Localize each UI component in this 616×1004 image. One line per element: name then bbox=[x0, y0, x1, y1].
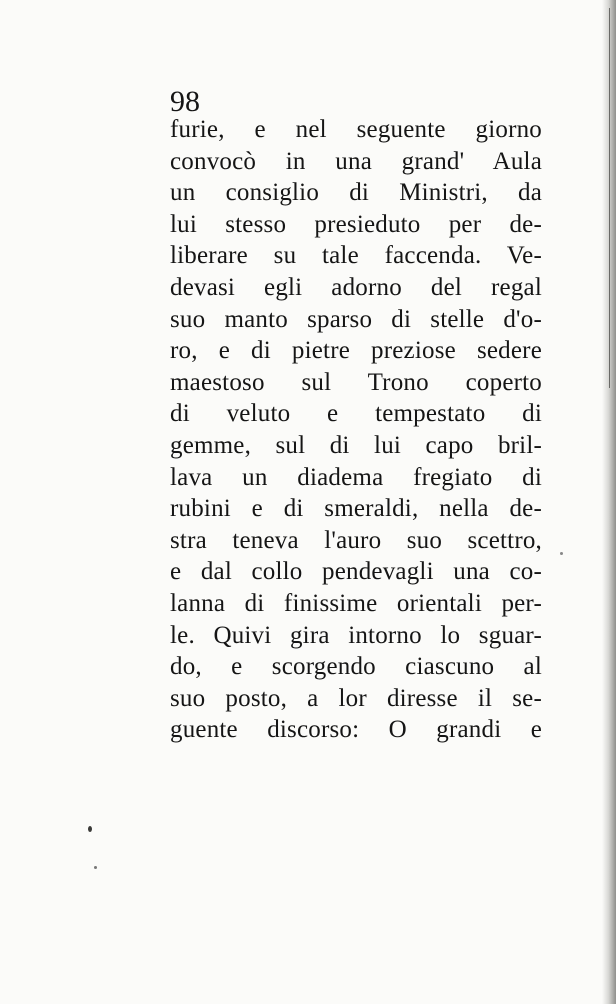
text-line: guente discorso: O grandi e bbox=[170, 716, 542, 744]
text-line: lui stesso presieduto per de- bbox=[170, 210, 542, 238]
text-line: di veluto e tempestato di bbox=[170, 400, 542, 428]
page-edge-line bbox=[609, 8, 610, 388]
scan-speck bbox=[94, 866, 97, 869]
text-line: ro, e di pietre preziose sedere bbox=[170, 337, 542, 365]
text-line: lanna di finissime orientali per- bbox=[170, 589, 542, 617]
page-number: 98 bbox=[170, 85, 200, 118]
text-line: do, e scorgendo ciascuno al bbox=[170, 653, 542, 681]
body-text bbox=[170, 114, 542, 746]
text-line: e dal collo pendevagli una co- bbox=[170, 558, 542, 586]
text-line: rubini e di smeraldi, nella de- bbox=[170, 495, 542, 523]
text-line: furie, e nel seguente giorno bbox=[170, 116, 542, 143]
text-line: le. Quivi gira intorno lo sguar- bbox=[170, 621, 542, 649]
scan-speck bbox=[560, 552, 563, 555]
text-line: stra teneva l'auro suo scettro, bbox=[170, 526, 542, 554]
text-line: gemme, sul di lui capo bril- bbox=[170, 431, 542, 459]
text-line: suo manto sparso di stelle d'o- bbox=[170, 305, 542, 333]
text-line: un consiglio di Ministri, da bbox=[170, 179, 542, 207]
text-line: suo posto, a lor diresse il se- bbox=[170, 684, 542, 712]
scan-speck bbox=[88, 826, 92, 832]
text-line: lava un diadema fregiato di bbox=[170, 463, 542, 491]
text-line: liberare su tale faccenda. Ve- bbox=[170, 242, 542, 270]
text-line: convocò in una grand' Aula bbox=[170, 147, 542, 175]
text-line: maestoso sul Trono coperto bbox=[170, 368, 542, 396]
text-line: devasi egli adorno del regal bbox=[170, 273, 542, 301]
